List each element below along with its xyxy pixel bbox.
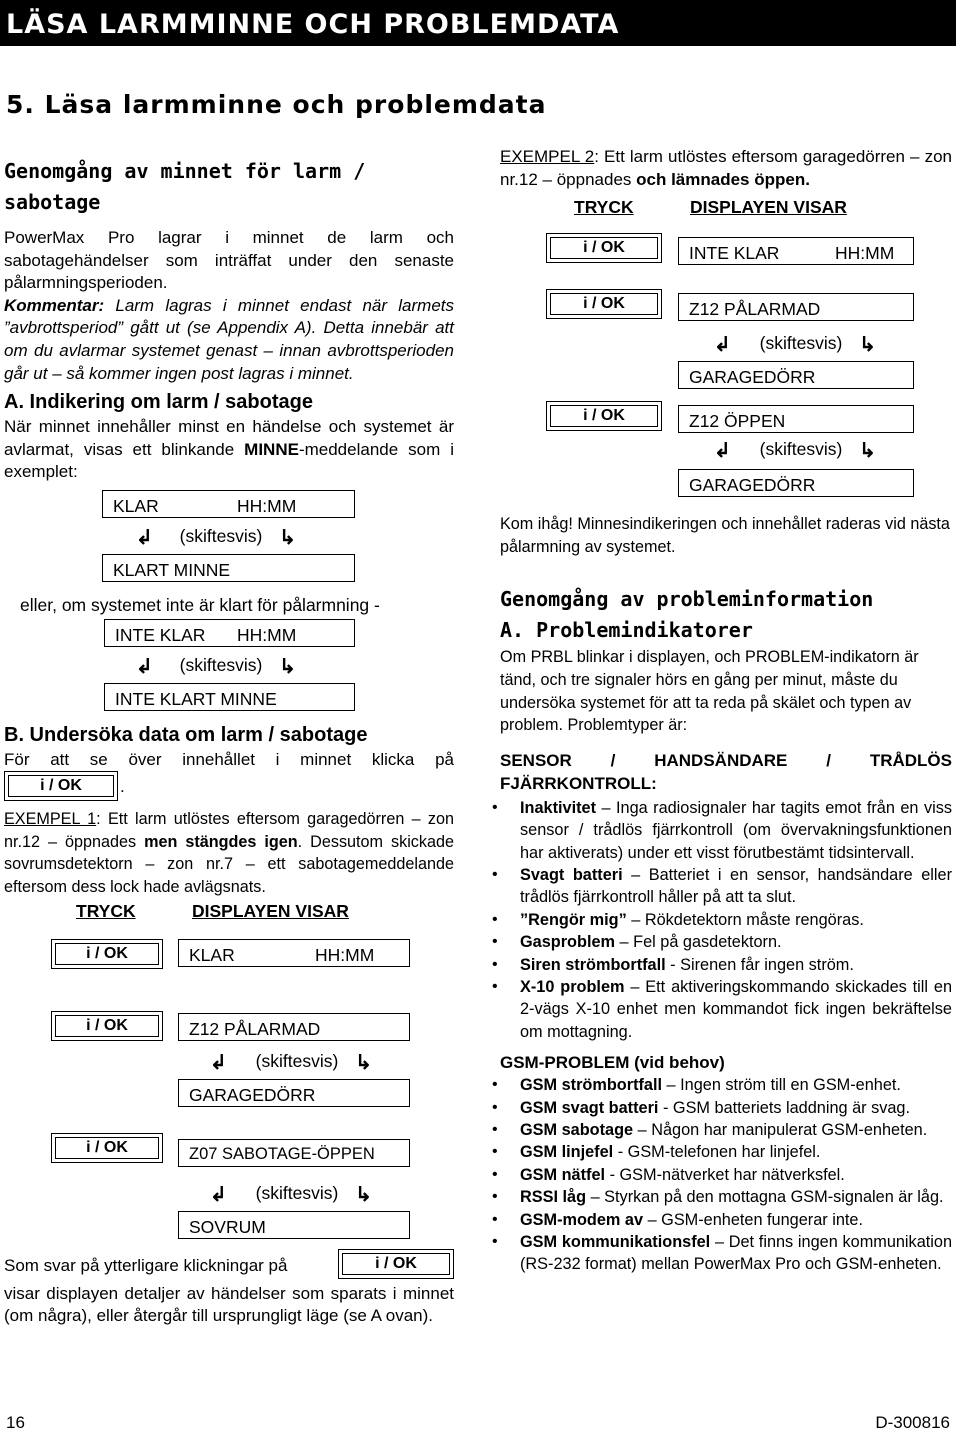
list-item: • Svagt batteri – Batteriet i en sensor, handsändare eller trådlös fjärrkontroll håller på att ta slut.: [500, 864, 952, 909]
ok-button[interactable]: i / OK: [4, 771, 118, 801]
col-display-header: DISPLAYEN VISAR: [690, 197, 847, 218]
section-b-text: För att se över innehållet i minnet klicka på: [4, 749, 454, 769]
display-not-ready: INTE KLAR HH:MM: [678, 237, 914, 265]
section-b-button-row: i / OK .: [4, 771, 454, 805]
alternate-left-icon: ↲: [714, 440, 731, 463]
list-item: • GSM strömbortfall – Ingen ström till en GSM-enhet.: [500, 1074, 952, 1096]
list-item: • GSM kommunikationsfel – Det finns ingen kommunikation (RS-232 format) mellan PowerMax Pro och GSM-enheten.: [500, 1231, 952, 1276]
display-line-ready: KLAR HH:MM: [102, 490, 355, 518]
ok-button[interactable]: i / OK: [338, 1249, 454, 1279]
alternate-left-icon: ↲: [210, 1051, 227, 1074]
memory-intro: PowerMax Pro lagrar i minnet de larm och sabotagehändelser som inträffat under den senaste pålarmningsperioden.: [4, 228, 454, 293]
display-zone-open: Z12 ÖPPEN: [678, 405, 914, 433]
document-number: D-300816: [875, 1413, 950, 1432]
alternate-right-icon: ↳: [859, 334, 876, 357]
alternate-left-icon: ↲: [210, 1183, 227, 1206]
list-item: • X-10 problem – Ett aktiveringskommando skickades till en 2-vägs X-10 enhet men kommandot fick ingen bekräftelse om mottagning.: [500, 976, 952, 1043]
ok-button[interactable]: i / OK: [51, 1011, 163, 1041]
sensor-heading: SENSOR / HANDSÄNDARE / TRÅDLÖS FJÄRRKONTROLL:: [500, 750, 952, 793]
ok-button[interactable]: i / OK: [546, 401, 662, 431]
list-item: • GSM svagt batteri - GSM batteriets laddning är svag.: [500, 1097, 952, 1119]
ok-button[interactable]: i / OK: [546, 289, 662, 319]
or-text: eller, om systemet inte är klart för pålarmning -: [20, 594, 380, 615]
alternate-right-icon: ↳: [859, 440, 876, 463]
section-a-title: A. Indikering om larm / sabotage: [4, 391, 313, 414]
alternate-right-icon: ↳: [279, 526, 296, 549]
gsm-problem-list: [500, 1074, 952, 1276]
list-item: • GSM-modem av – GSM-enheten fungerar inte.: [500, 1209, 952, 1231]
sensor-problem-list: [500, 797, 952, 1043]
closing-text: visar displayen detaljer av händelser som sparats i minnet (om några), eller återgår till ursprungligt läge (se A ovan).: [4, 1283, 454, 1326]
remember-note: Kom ihåg! Minnesindikeringen och innehållet raderas vid nästa pålarmning av systemet.: [500, 515, 950, 556]
gsm-heading: GSM-PROBLEM (vid behov): [500, 1053, 725, 1073]
problem-heading: Genomgång av probleminformation: [500, 587, 874, 612]
list-item: • ”Rengör mig” – Rökdetektorn måste rengöras.: [500, 909, 952, 931]
list-item: • GSM nätfel - GSM-nätverket har nätverksfel.: [500, 1164, 952, 1186]
display-ready: KLAR HH:MM: [178, 939, 410, 967]
display-zone-armed: Z12 PÅLARMAD: [678, 293, 914, 321]
right-column: [500, 146, 952, 1276]
alternating-row: ↲ (skiftesvis) ↳: [210, 1050, 372, 1074]
memory-heading-line2: sabotage: [4, 190, 101, 214]
list-item: • Gasproblem – Fel på gasdetektorn.: [500, 931, 952, 953]
list-item: • GSM sabotage – Någon har manipulerat GSM-enheten.: [500, 1119, 952, 1141]
closing-row: Som svar på ytterligare klickningar på i / OK: [4, 1249, 454, 1283]
display-line-memory: KLART MINNE: [102, 554, 355, 582]
display-line-not-ready-memory: INTE KLART MINNE: [104, 683, 355, 711]
alternating-row: ↲ (skiftesvis) ↳: [714, 439, 876, 463]
display-tamper: Z07 SABOTAGE-ÖPPEN: [178, 1139, 410, 1167]
alternate-right-icon: ↳: [355, 1183, 372, 1206]
comment-paragraph: Kommentar: Larm lagras i minnet endast när larmets ”avbrottsperiod” gått ut (se Appendix A). Detta innebär att om du avlarmar systemet genast – innan avbrottsperioden går ut – så kommer ingen post lagras i minnet.: [4, 295, 454, 383]
alternating-row: ↲ (skiftesvis) ↳: [136, 654, 296, 678]
section-a-text: När minnet innehåller minst en händelse och systemet är avlarmat, visas ett blinkande MINNE-meddelande som i exemplet:: [4, 417, 455, 482]
ok-button[interactable]: i / OK: [51, 939, 163, 969]
example-1-text: EXEMPEL 1: Ett larm utlöstes eftersom garagedörren – zon nr.12 – öppnades men stängdes igen. Dessutom skickade sovrumsdetektorn – zon nr.7 – ett sabotagemeddelande eftersom dess lock hade avlägsnats.: [4, 810, 454, 896]
list-item: • Siren strömbortfall - Sirenen får ingen ström.: [500, 954, 952, 976]
display-zone-armed: Z12 PÅLARMAD: [178, 1013, 410, 1041]
problem-intro: Om PRBL blinkar i displayen, och PROBLEM-indikatorn är tänd, och tre signaler hörs en gång per minut, måste du undersöka systemet för att ta reda på skälet och typen av problem. Problemtyper är:: [500, 648, 919, 735]
display-garage: GARAGEDÖRR: [678, 361, 914, 389]
alternate-left-icon: ↲: [714, 334, 731, 357]
page-number: 16: [6, 1413, 25, 1432]
alternate-left-icon: ↲: [136, 655, 153, 678]
list-item: • RSSI låg – Styrkan på den mottagna GSM-signalen är låg.: [500, 1186, 952, 1208]
list-item: • Inaktivitet – Inga radiosignaler har tagits emot från en viss sensor / trådlös fjärrkontroll (om övervakningsfunktionen har aktiverats) under ett visst förutbestämt tidsintervall.: [500, 797, 952, 864]
section-b-title: B. Undersöka data om larm / sabotage: [4, 723, 368, 746]
display-example-not-ready: [4, 617, 454, 721]
example-2-table: [500, 197, 952, 507]
memory-heading: Genomgång av minnet för larm /: [4, 159, 366, 183]
alternating-row: ↲ (skiftesvis) ↳: [136, 526, 296, 549]
display-line-not-ready: INTE KLAR HH:MM: [104, 619, 355, 647]
col-press-header: TRYCK: [574, 197, 634, 218]
ok-button[interactable]: i / OK: [546, 233, 662, 263]
example-2-text: EXEMPEL 2: Ett larm utlöstes eftersom garagedörren – zon nr.12 – öppnades och lämnades öppen.: [500, 147, 952, 189]
alternating-row: ↲ (skiftesvis) ↳: [714, 333, 876, 357]
display-example-ready: [4, 486, 454, 594]
problem-indicators-heading: A. Problemindikatorer: [500, 618, 753, 643]
left-column: [4, 156, 454, 1328]
col-display-header: DISPLAYEN VISAR: [192, 900, 349, 921]
alternating-row: ↲ (skiftesvis) ↳: [210, 1182, 372, 1206]
section-title: 5. Läsa larmminne och problemdata: [6, 90, 547, 119]
display-garage: GARAGEDÖRR: [678, 469, 914, 497]
list-item: • GSM linjefel - GSM-telefonen har linjefel.: [500, 1141, 952, 1163]
header-title: LÄSA LARMMINNE OCH PROBLEMDATA: [6, 9, 620, 40]
ok-button[interactable]: i / OK: [51, 1133, 163, 1163]
alternate-right-icon: ↳: [355, 1051, 372, 1074]
col-press-header: TRYCK: [76, 900, 136, 921]
alternate-right-icon: ↳: [279, 655, 296, 678]
example-1-table: [4, 901, 454, 1261]
display-bedroom: SOVRUM: [178, 1211, 410, 1239]
alternate-left-icon: ↲: [136, 526, 153, 549]
header-bar: [0, 0, 956, 46]
display-garage: GARAGEDÖRR: [178, 1079, 410, 1107]
